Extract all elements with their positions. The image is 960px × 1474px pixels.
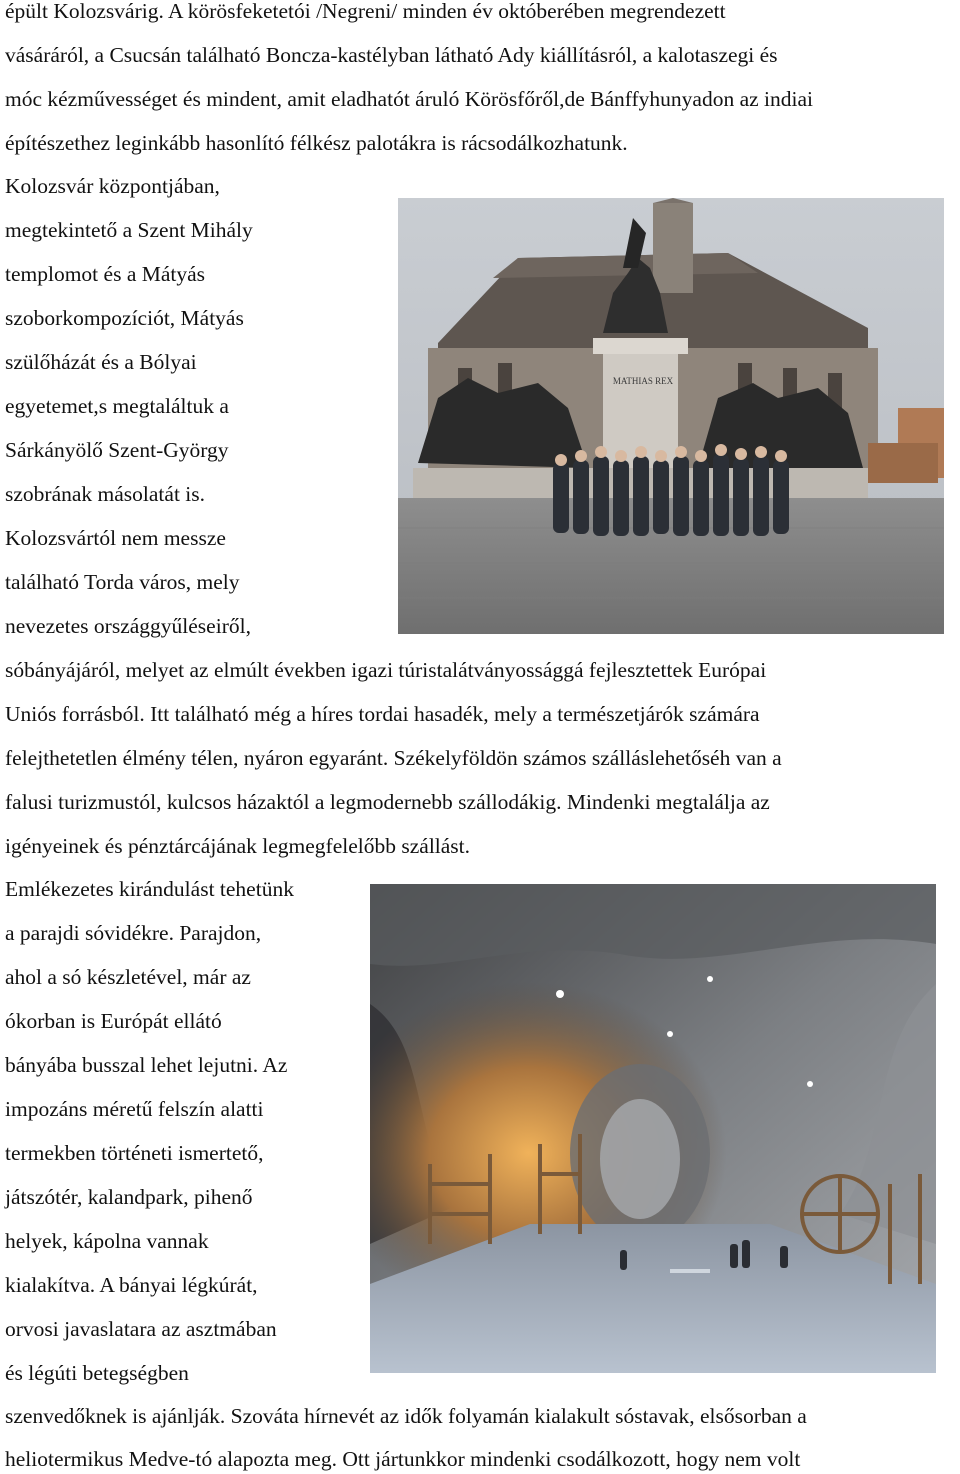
text-line: ahol a só készletével, már az: [5, 965, 251, 989]
text-line: felejthetetlen élmény télen, nyáron egyaránt. Székelyföldön számos szálláslehetőséh van a: [5, 746, 782, 770]
salt-mine-photo: [370, 884, 936, 1373]
text-line: Kolozsvár központjában,: [5, 174, 220, 198]
text-line: Uniós forrásból. Itt található még a híres tordai hasadék, mely a természetjárók számára: [5, 702, 760, 726]
text-line: építészethez leginkább hasonlító félkész palotákra is rácsodálkozhatunk.: [5, 131, 628, 155]
text-line: épült Kolozsvárig. A körösfeketetói /Negreni/ minden év októberében megrendezett: [5, 0, 726, 23]
text-line: impozáns méretű felszín alatti: [5, 1097, 264, 1121]
text-line: templomot és a Mátyás: [5, 262, 206, 286]
text-line: móc kézművességet és mindent, amit eladhatót áruló Körösfőről,de Bánffyhunyadon az indiai: [5, 87, 814, 111]
text-line: falusi turizmustól, kulcsos házaktól a legmodernebb szállodákig. Mindenki megtalálja az: [5, 790, 770, 814]
text-line: bányába busszal lehet lejutni. Az: [5, 1053, 288, 1077]
statue-inscription: MATHIAS REX: [612, 376, 674, 386]
text-line: Sárkányölő Szent-György: [5, 438, 229, 462]
text-line: heliotermikus Medve-tó alapozta meg. Ott jártunkkor mindenki csodálkozott, hogy nem volt: [5, 1447, 801, 1471]
text-line: Emlékezetes kirándulást tehetünk: [5, 877, 294, 901]
text-line: megtekintető a Szent Mihály: [5, 218, 253, 242]
text-line: szenvedőknek is ajánlják. Szováta hírnevét az idők folyamán kialakult sóstavak, elsősorban a: [5, 1404, 807, 1428]
text-line: termekben történeti ismertető,: [5, 1141, 264, 1165]
text-line: kialakítva. A bányai légkúrát,: [5, 1273, 258, 1297]
text-line: ókorban is Európát ellátó: [5, 1009, 222, 1033]
text-line: Kolozsvártól nem messze: [5, 526, 226, 550]
text-line: orvosi javaslatara az asztmában: [5, 1317, 277, 1341]
text-line: a parajdi sóvidékre. Parajdon,: [5, 921, 262, 945]
text-line: szobrának másolatát is.: [5, 482, 206, 506]
text-line: játszótér, kalandpark, pihenő: [5, 1185, 253, 1209]
statue-photo: [398, 198, 944, 634]
text-line: vásáráról, a Csucsán található Boncza-kastélyban látható Ady kiállításról, a kalotaszegi és: [5, 43, 778, 67]
text-line: és légúti betegségben: [5, 1361, 189, 1385]
text-line: szülőházát és a Bólyai: [5, 350, 197, 374]
text-line: helyek, kápolna vannak: [5, 1229, 209, 1253]
text-line: egyetemet,s megtaláltuk a: [5, 394, 229, 418]
text-line: található Torda város, mely: [5, 570, 240, 594]
text-line: nevezetes országgyűléseiről,: [5, 614, 251, 638]
text-line: sóbányájáról, melyet az elmúlt években igazi túristalátványossággá fejlesztettek Európai: [5, 658, 767, 682]
text-line: szoborkompozíciót, Mátyás: [5, 306, 244, 330]
text-line: igényeinek és pénztárcájának legmegfelelőbb szállást.: [5, 834, 471, 858]
